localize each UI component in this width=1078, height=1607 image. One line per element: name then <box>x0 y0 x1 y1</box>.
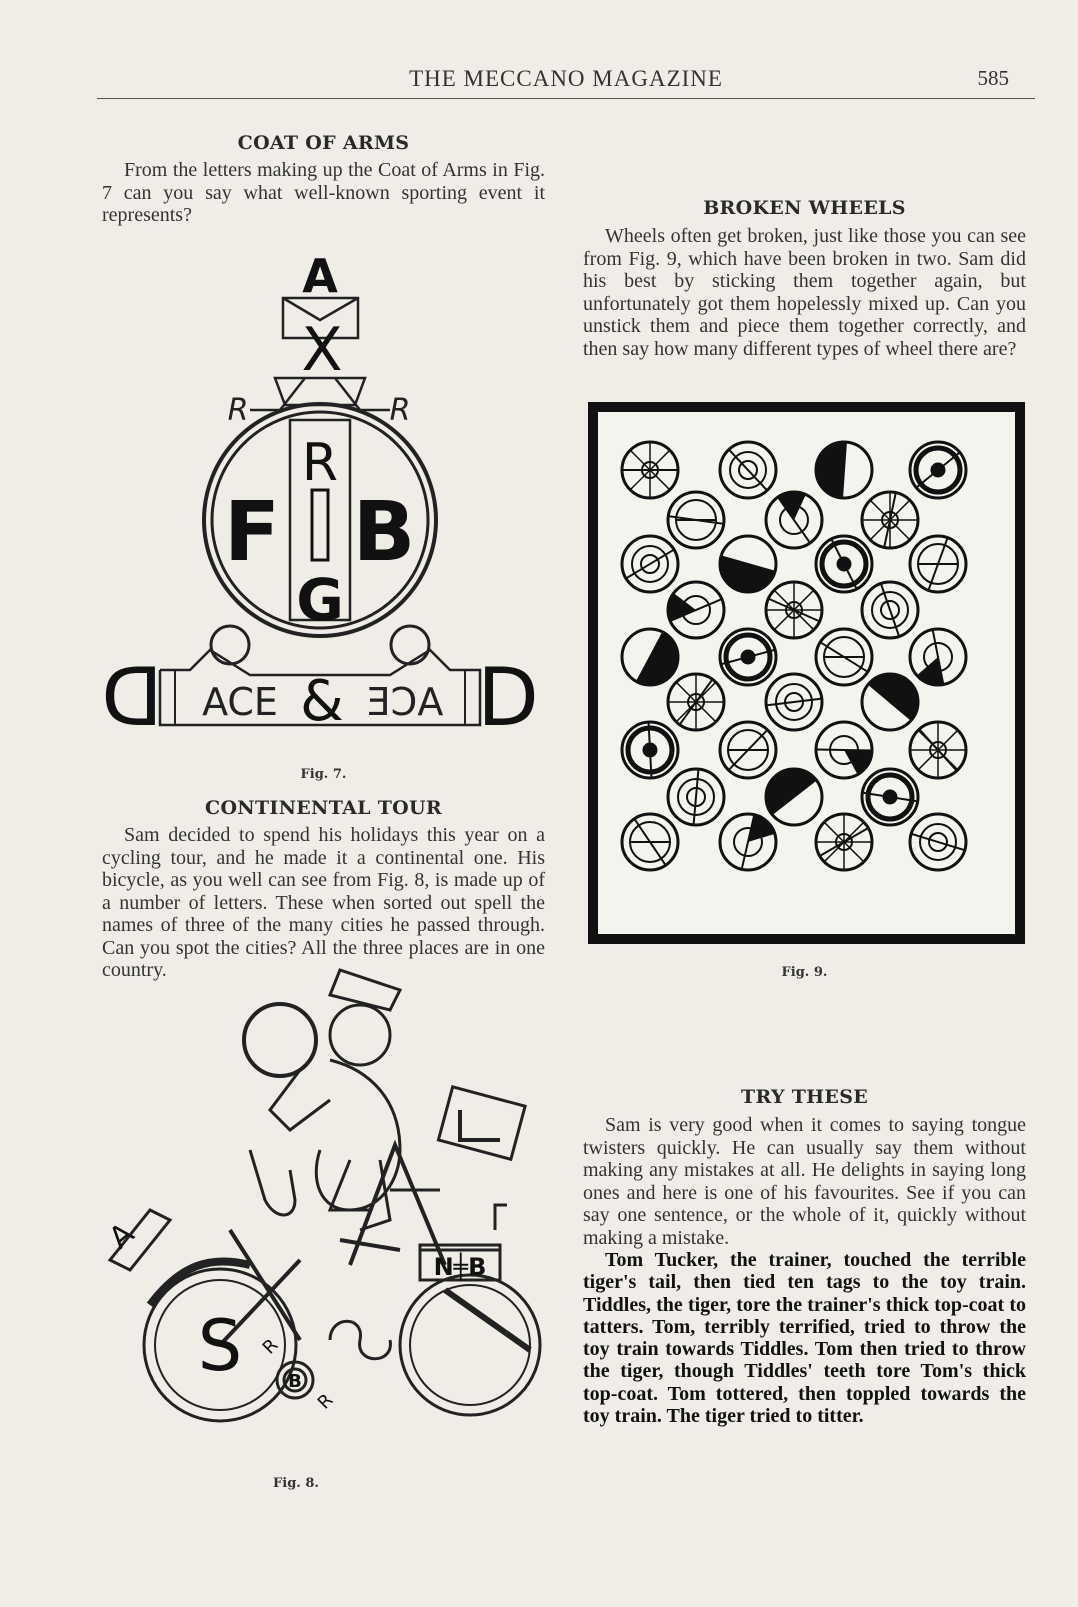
fig8-bicycle-illustration <box>100 960 545 1465</box>
broken-wheel <box>910 536 966 592</box>
fig7-letter-r-right: R <box>389 393 411 428</box>
fig7-letter-g: G <box>296 566 344 634</box>
fig8-letter-r1: R <box>258 1334 283 1359</box>
broken-wheel <box>622 814 678 870</box>
coat-of-arms-section <box>102 132 545 227</box>
broken-wheel <box>862 492 918 548</box>
broken-wheels-section <box>583 197 1026 360</box>
fig8-letter-s: S <box>197 1305 243 1387</box>
fig8-letter-nhb: N╪B <box>433 1253 487 1281</box>
fig7-letter-a: A <box>302 250 338 303</box>
broken-wheel <box>622 442 678 498</box>
fig8-letter-b: B <box>288 1371 302 1392</box>
broken-wheel <box>720 629 776 685</box>
fig7-letter-f: F <box>223 485 281 580</box>
continental-tour-body: Sam decided to spend his holidays this year on a cycling tour, and he made it a continental one. His bicycle, as you well can see from Fig. 8, is made up of a number of letters. These when sorted out spell the names of three of the many cities he passed through. Can you spot the cities? All the three places are in one country. <box>102 824 545 981</box>
broken-wheel <box>668 492 724 548</box>
broken-wheel <box>622 722 678 778</box>
continental-tour-section <box>102 797 545 982</box>
continental-tour-heading: CONTINENTAL TOUR <box>205 797 442 819</box>
broken-wheel <box>910 722 966 778</box>
broken-wheel <box>816 814 872 870</box>
try-these-body: Sam is very good when it comes to saying tongue twisters quickly. He can usually say them without making any mistakes at all. He delights in saying long ones and here is one of his favourites. See if you can say one sentence, or the whole of it, quickly without making a mistake. <box>583 1114 1026 1249</box>
broken-wheel <box>816 536 872 592</box>
broken-wheel <box>720 722 776 778</box>
fig9-broken-wheels <box>588 402 1028 944</box>
fig8-letter-r2: R <box>313 1389 338 1414</box>
try-these-heading: TRY THESE <box>741 1086 868 1108</box>
fig7-letter-r-center: R <box>301 433 339 493</box>
fig7-letter-r-left: R <box>227 393 249 428</box>
fig7-d-left: ᗡ <box>101 651 163 744</box>
fig7-ampersand: & <box>300 669 344 734</box>
fig8-letter-a: A <box>102 1216 141 1257</box>
fig7-coat-of-arms <box>100 250 545 750</box>
coat-of-arms-heading: COAT OF ARMS <box>237 132 410 154</box>
try-these-section <box>583 1086 1026 1427</box>
broken-wheel <box>910 442 966 498</box>
broken-wheel <box>862 769 918 825</box>
fig7-letter-b: B <box>352 485 416 580</box>
tongue-twister: Tom Tucker, the trainer, touched the terrible tiger's tail, then tied ten tags to the toy train. Tiddles, the tiger, tore the trainer's thick top-coat to tatters. Tom, terribly terrified, tried to throw the toy train towards Tiddles. Tom then tried to throw the tiger, though Tiddles' teeth tore Tom's thick top-coat. Tom tottered, then toppled towards the toy train. The tiger tried to titter. <box>583 1249 1026 1428</box>
broken-wheel <box>766 582 822 638</box>
fig7-caption: Fig. 7. <box>300 767 347 782</box>
fig9-caption: Fig. 9. <box>781 965 828 980</box>
coat-of-arms-body: From the letters making up the Coat of Arms in Fig. 7 can you say what well-known sporting event it represents? <box>102 159 545 226</box>
fig7-ace-right: ƎƆA <box>366 680 444 724</box>
broken-wheels-body: Wheels often get broken, just like those you can see from Fig. 9, which have been broken in two. Sam did his best by sticking them together again, but unfortunately got them hopelessly mixed up. Can you unstick them and piece them together correctly, and then say how many different types of wheel there are? <box>583 225 1026 360</box>
running-header <box>97 62 1035 99</box>
fig7-d-right: D <box>477 651 539 744</box>
broken-wheel <box>668 674 724 730</box>
page-number: 585 <box>977 66 1009 90</box>
fig7-letter-x: X <box>301 315 343 385</box>
fig8-caption: Fig. 8. <box>273 1476 319 1491</box>
broken-wheels-heading: BROKEN WHEELS <box>703 197 906 219</box>
fig7-ace-left: ACE <box>202 680 278 724</box>
broken-wheel <box>816 629 872 685</box>
magazine-title: THE MECCANO MAGAZINE <box>409 66 723 91</box>
